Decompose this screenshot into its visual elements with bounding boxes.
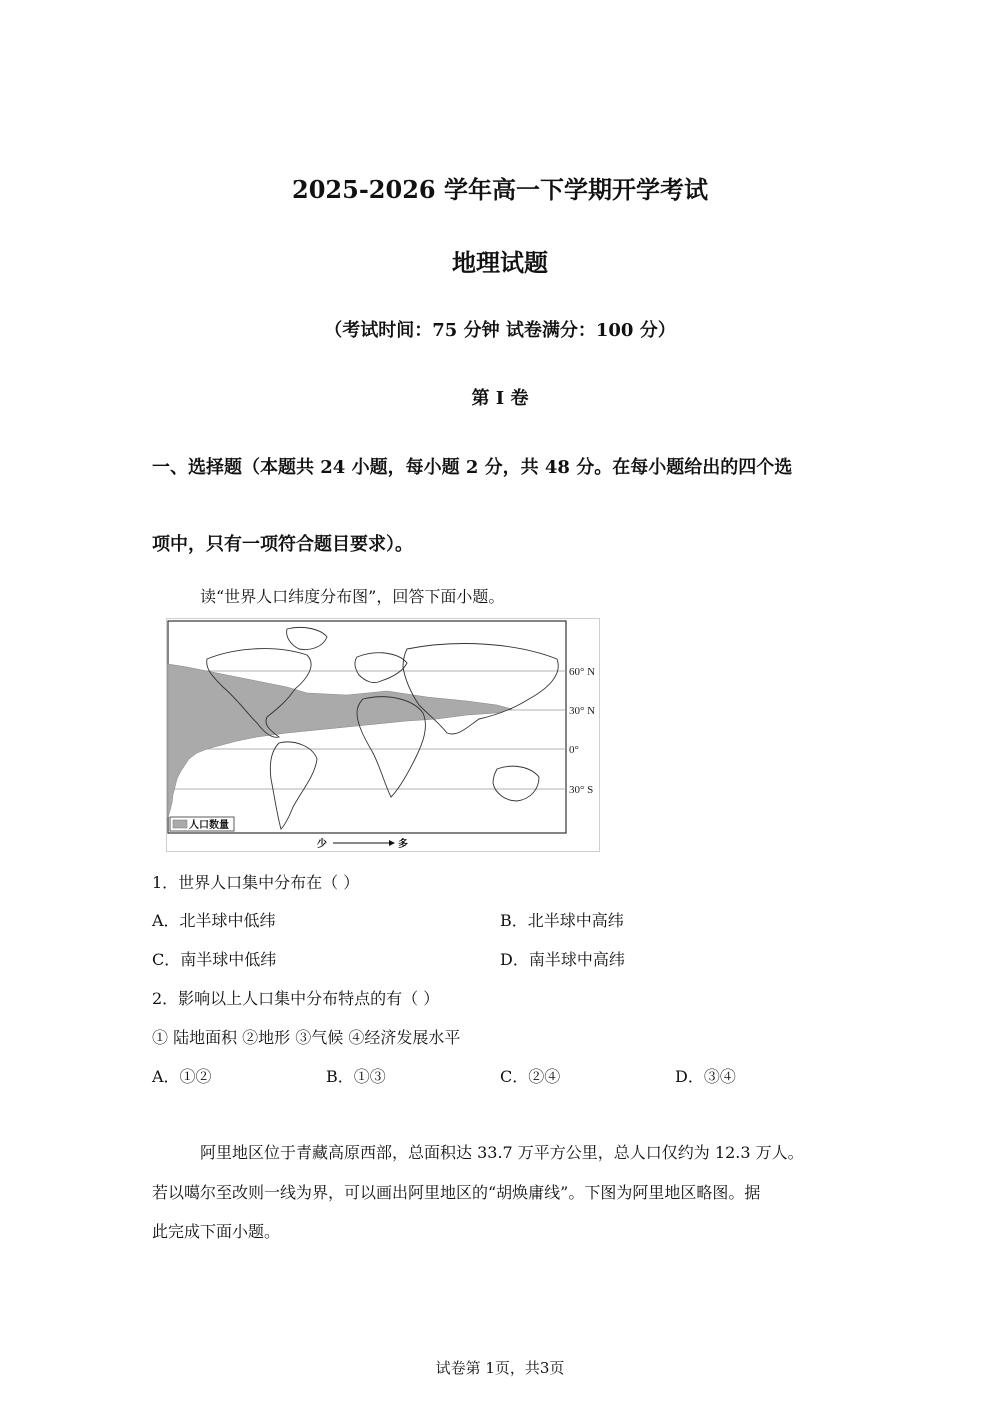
lat-label-30n: 30° N [569, 705, 596, 717]
question-2-factors: ① 陆地面积 ②地形 ③气候 ④经济发展水平 [152, 1028, 461, 1047]
q2-option-d[interactable]: D．③④ [675, 1067, 736, 1086]
q1-option-b[interactable]: B．北半球中高纬 [500, 911, 624, 930]
lat-label-30s: 30° S [569, 784, 594, 796]
world-map-chart [167, 619, 599, 851]
scale-low-label: 少 [317, 839, 327, 850]
passage2-line2: 若以噶尔至改则一线为界，可以画出阿里地区的“胡焕庸线”。下图为阿里地区略图。据 [152, 1183, 761, 1202]
lat-label-0: 0° [569, 744, 579, 756]
q1-option-c[interactable]: C．南半球中低纬 [152, 950, 277, 969]
scale-arrow-head [389, 840, 395, 846]
q1-option-a[interactable]: A．北半球中低纬 [152, 911, 276, 930]
legend-swatch [173, 820, 187, 828]
page-footer: 试卷第 1页，共3页 [435, 1359, 565, 1377]
passage1-intro: 读“世界人口纬度分布图”，回答下面小题。 [200, 587, 505, 606]
population-map-figure [166, 618, 600, 852]
q2-option-c[interactable]: C．②④ [500, 1067, 561, 1086]
passage2-line3: 此完成下面小题。 [152, 1222, 281, 1241]
section-heading-line1: 一、选择题（本题共 24 小题，每小题 2 分，共 48 分。在每小题给出的四个选 [152, 457, 793, 478]
q1-option-d[interactable]: D．南半球中高纬 [500, 950, 625, 969]
section-heading-line2: 项中，只有一项符合题目要求）。 [152, 534, 413, 555]
exam-info: （考试时间：75 分钟 试卷满分：100 分） [324, 320, 676, 341]
q2-option-b[interactable]: B．①③ [326, 1067, 386, 1086]
exam-title: 2025-2026 学年高一下学期开学考试 [292, 175, 708, 204]
legend-label: 人口数量 [189, 820, 229, 831]
passage2-line1: 阿里地区位于青藏高原西部，总面积达 33.7 万平方公里，总人口仅约为 12.3 万人。 [200, 1143, 804, 1162]
lat-label-60n: 60° N [569, 666, 596, 678]
question-1-stem: 1．世界人口集中分布在（ ） [152, 873, 360, 892]
q2-option-a[interactable]: A．①② [152, 1067, 212, 1086]
scale-high-label: 多 [398, 839, 408, 850]
subject-title: 地理试题 [452, 248, 548, 277]
volume-label: 第 I 卷 [471, 388, 529, 409]
question-2-stem: 2．影响以上人口集中分布特点的有（ ） [152, 989, 440, 1008]
